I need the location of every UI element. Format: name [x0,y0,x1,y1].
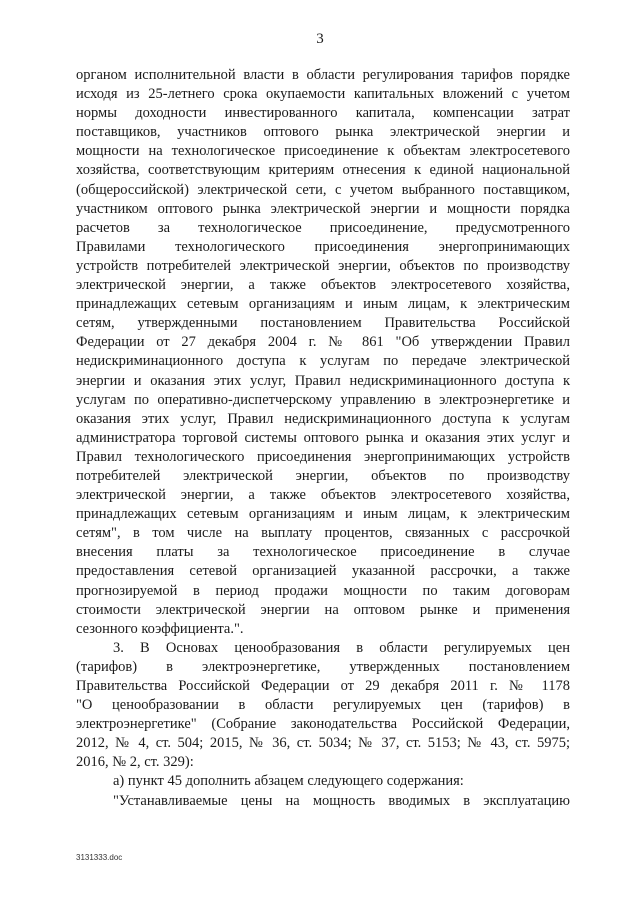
text-line: потребителей электрической энергии, объектов по производству [76,467,570,484]
text-line: стоимости электрической энергии на оптовом рынке и применения [76,601,570,618]
text-line: сетям", в том числе на выплату процентов, связанных с рассрочкой [76,525,570,542]
text-line: Правительства Российской Федерации от 29 декабря 2011 г. № 1178 [76,678,570,694]
text-line: принадлежащих сетевым организациям и иным лицам, к электрическим [76,296,570,313]
text-line: Правил технологического присоединения энергопринимающих устройств [76,448,570,465]
text-line: а) пункт 45 дополнить абзацем следующего содержания: [113,773,464,790]
text-line: Правилами технологического присоединения энергопринимающих [76,238,570,255]
text-line: внесения платы за технологическое присоединение в случае [76,544,570,561]
text-line: сезонного коэффициента.". [76,620,244,637]
text-line: "О ценообразовании в области регулируемых цен (тарифов) в [76,697,570,714]
text-line: сетям, утвержденными постановлением Правительства Российской [76,315,570,332]
text-line: энергии и оказания этих услуг, Правил недискриминационного доступа к [76,372,570,389]
text-line: 2016, № 2, ст. 329): [76,754,194,771]
text-line: электрической энергии, а также объектов электросетевого хозяйства, [76,487,570,504]
text-line: органом исполнительной власти в области регулирования тарифов порядке [76,67,570,83]
text-line: прогнозируемой в период продажи мощности по таким договорам [76,582,570,599]
text-line: исходя из 25-летнего срока окупаемости капитальных вложений с учетом [76,86,570,103]
text-line: недискриминационного доступа к услугам по передаче электрической [76,353,570,370]
text-line: принадлежащих сетевым организациям и иным лицам, к электрическим [76,506,570,523]
text-line: администратора торговой системы оптового рынка и оказания этих услуг и [76,429,570,446]
text-line: 3. В Основах ценообразования в области регулируемых цен [113,639,570,656]
text-line: 2012, № 4, ст. 504; 2015, № 36, ст. 5034; № 37, ст. 5153; № 43, ст. 5975; [76,735,570,752]
text-line: (тарифов) в электроэнергетике, утвержденных постановлением [76,658,570,675]
paragraph-quoted [76,792,570,811]
document-footer-id: 3131333.doc [76,853,123,862]
text-line: (общероссийской) электрической сети, с учетом выбранного поставщиком, [76,181,570,198]
page-number: 3 [316,31,324,47]
text-line: электроэнергетике" (Собрание законодательства Российской Федерации, [76,716,570,733]
text-line: электрической энергии, а также объектов электросетевого хозяйства, [76,277,570,294]
text-line: участником оптового рынка электрической энергии и мощности порядка [76,200,570,217]
text-line: услугам по оперативно-диспетчерскому управлению в электроэнергетике и [76,391,570,408]
text-line: предоставления сетевой организацией указанной рассрочки, а также [76,563,570,580]
text-line: мощности на технологическое присоединение к объектам электросетевого [76,143,570,160]
paragraph-item-3 [76,639,570,773]
text-line: "Устанавливаемые цены на мощность вводимых в эксплуатацию [113,792,570,809]
document-body [76,66,570,811]
paragraph-subitem-a [76,772,570,791]
paragraph-continuation [76,66,570,639]
text-line: расчетов за технологическое присоединение, предусмотренного [76,219,570,236]
text-line: нормы доходности инвестированного капитала, компенсации затрат [76,105,570,122]
text-line: поставщиков, участников оптового рынка электрической энергии и [76,124,570,141]
text-line: устройств потребителей электрической энергии, объектов по производству [76,257,570,274]
text-line: Федерации от 27 декабря 2004 г. № 861 "Об утверждении Правил [76,334,570,351]
text-line: хозяйства, соответствующим критериям отнесения к единой национальной [76,162,570,179]
text-line: оказания этих услуг, Правил недискриминационного доступа к услугам [76,410,570,427]
